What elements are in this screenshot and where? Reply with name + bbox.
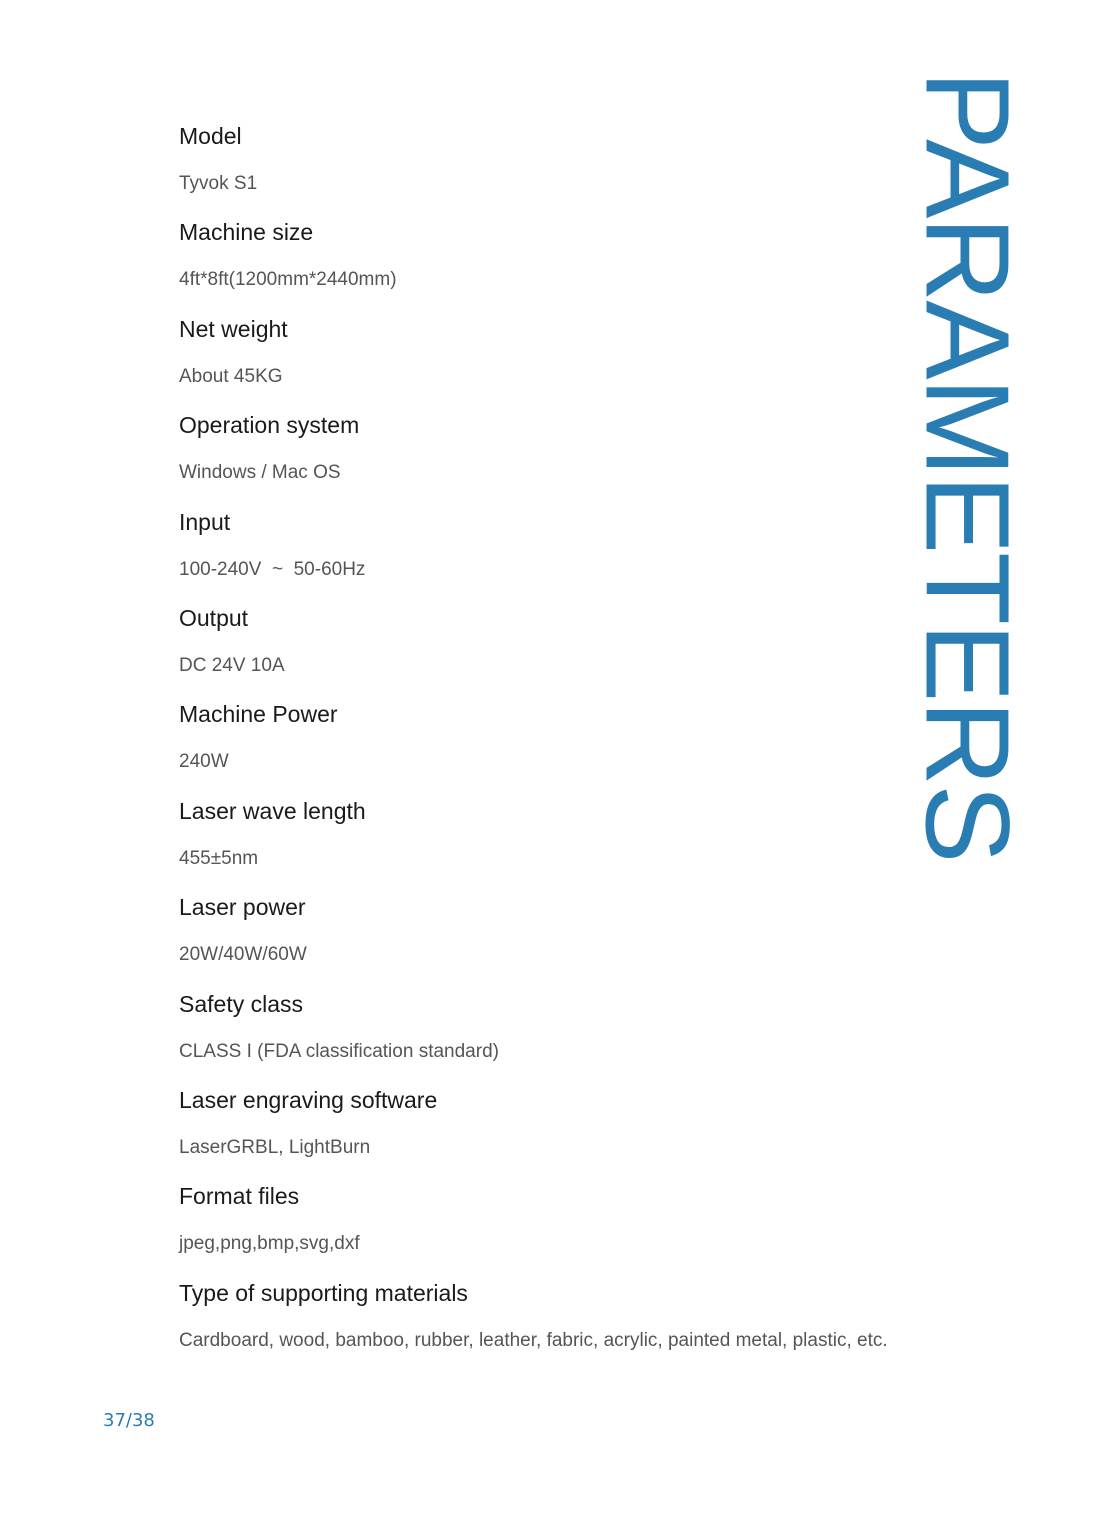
param-value: jpeg,png,bmp,svg,dxf [179,1233,360,1255]
param-value: 455±5nm [179,847,259,869]
page-title: PARAMETERS [900,70,1034,862]
page-number: 37/38 [103,1410,155,1431]
param-label: Laser engraving software [179,1086,438,1113]
parameters-list [179,116,939,1369]
param-laser-wave-length [179,791,939,887]
param-output [179,598,939,694]
param-label: Type of supporting materials [179,1279,468,1306]
param-value: LaserGRBL, LightBurn [179,1136,371,1158]
param-machine-size [179,212,939,308]
param-label: Model [179,123,242,149]
param-value: CLASS I (FDA classification standard) [179,1040,499,1062]
param-model [179,116,939,212]
param-laser-power [179,887,939,983]
param-label: Machine Power [179,701,338,728]
param-value: DC 24V 10A [179,654,285,676]
param-value: 4ft*8ft(1200mm*2440mm) [179,269,397,291]
param-value: 100-240V ~ 50-60Hz [179,558,366,580]
param-value: Tyvok S1 [179,173,258,194]
param-laser-engraving-software [179,1080,939,1176]
param-label: Operation system [179,412,360,439]
param-safety-class [179,984,939,1080]
param-value: Windows / Mac OS [179,462,341,484]
param-format-files [179,1176,939,1272]
param-label: Output [179,604,249,631]
param-value: Cardboard, wood, bamboo, rubber, leather, fabric, acrylic, painted metal, plastic, etc. [179,1329,888,1351]
param-label: Laser wave length [179,797,366,824]
param-value: About 45KG [179,365,283,387]
param-label: Format files [179,1183,300,1210]
param-label: Machine size [179,219,314,246]
param-label: Laser power [179,894,306,921]
param-label: Input [179,508,231,535]
param-net-weight [179,309,939,405]
param-label: Safety class [179,990,303,1017]
param-input [179,502,939,598]
param-operation-system [179,405,939,501]
param-machine-power [179,694,939,790]
param-value: 240W [179,751,229,773]
param-label: Net weight [179,315,288,342]
param-supporting-materials [179,1273,939,1369]
param-value: 20W/40W/60W [179,944,307,966]
